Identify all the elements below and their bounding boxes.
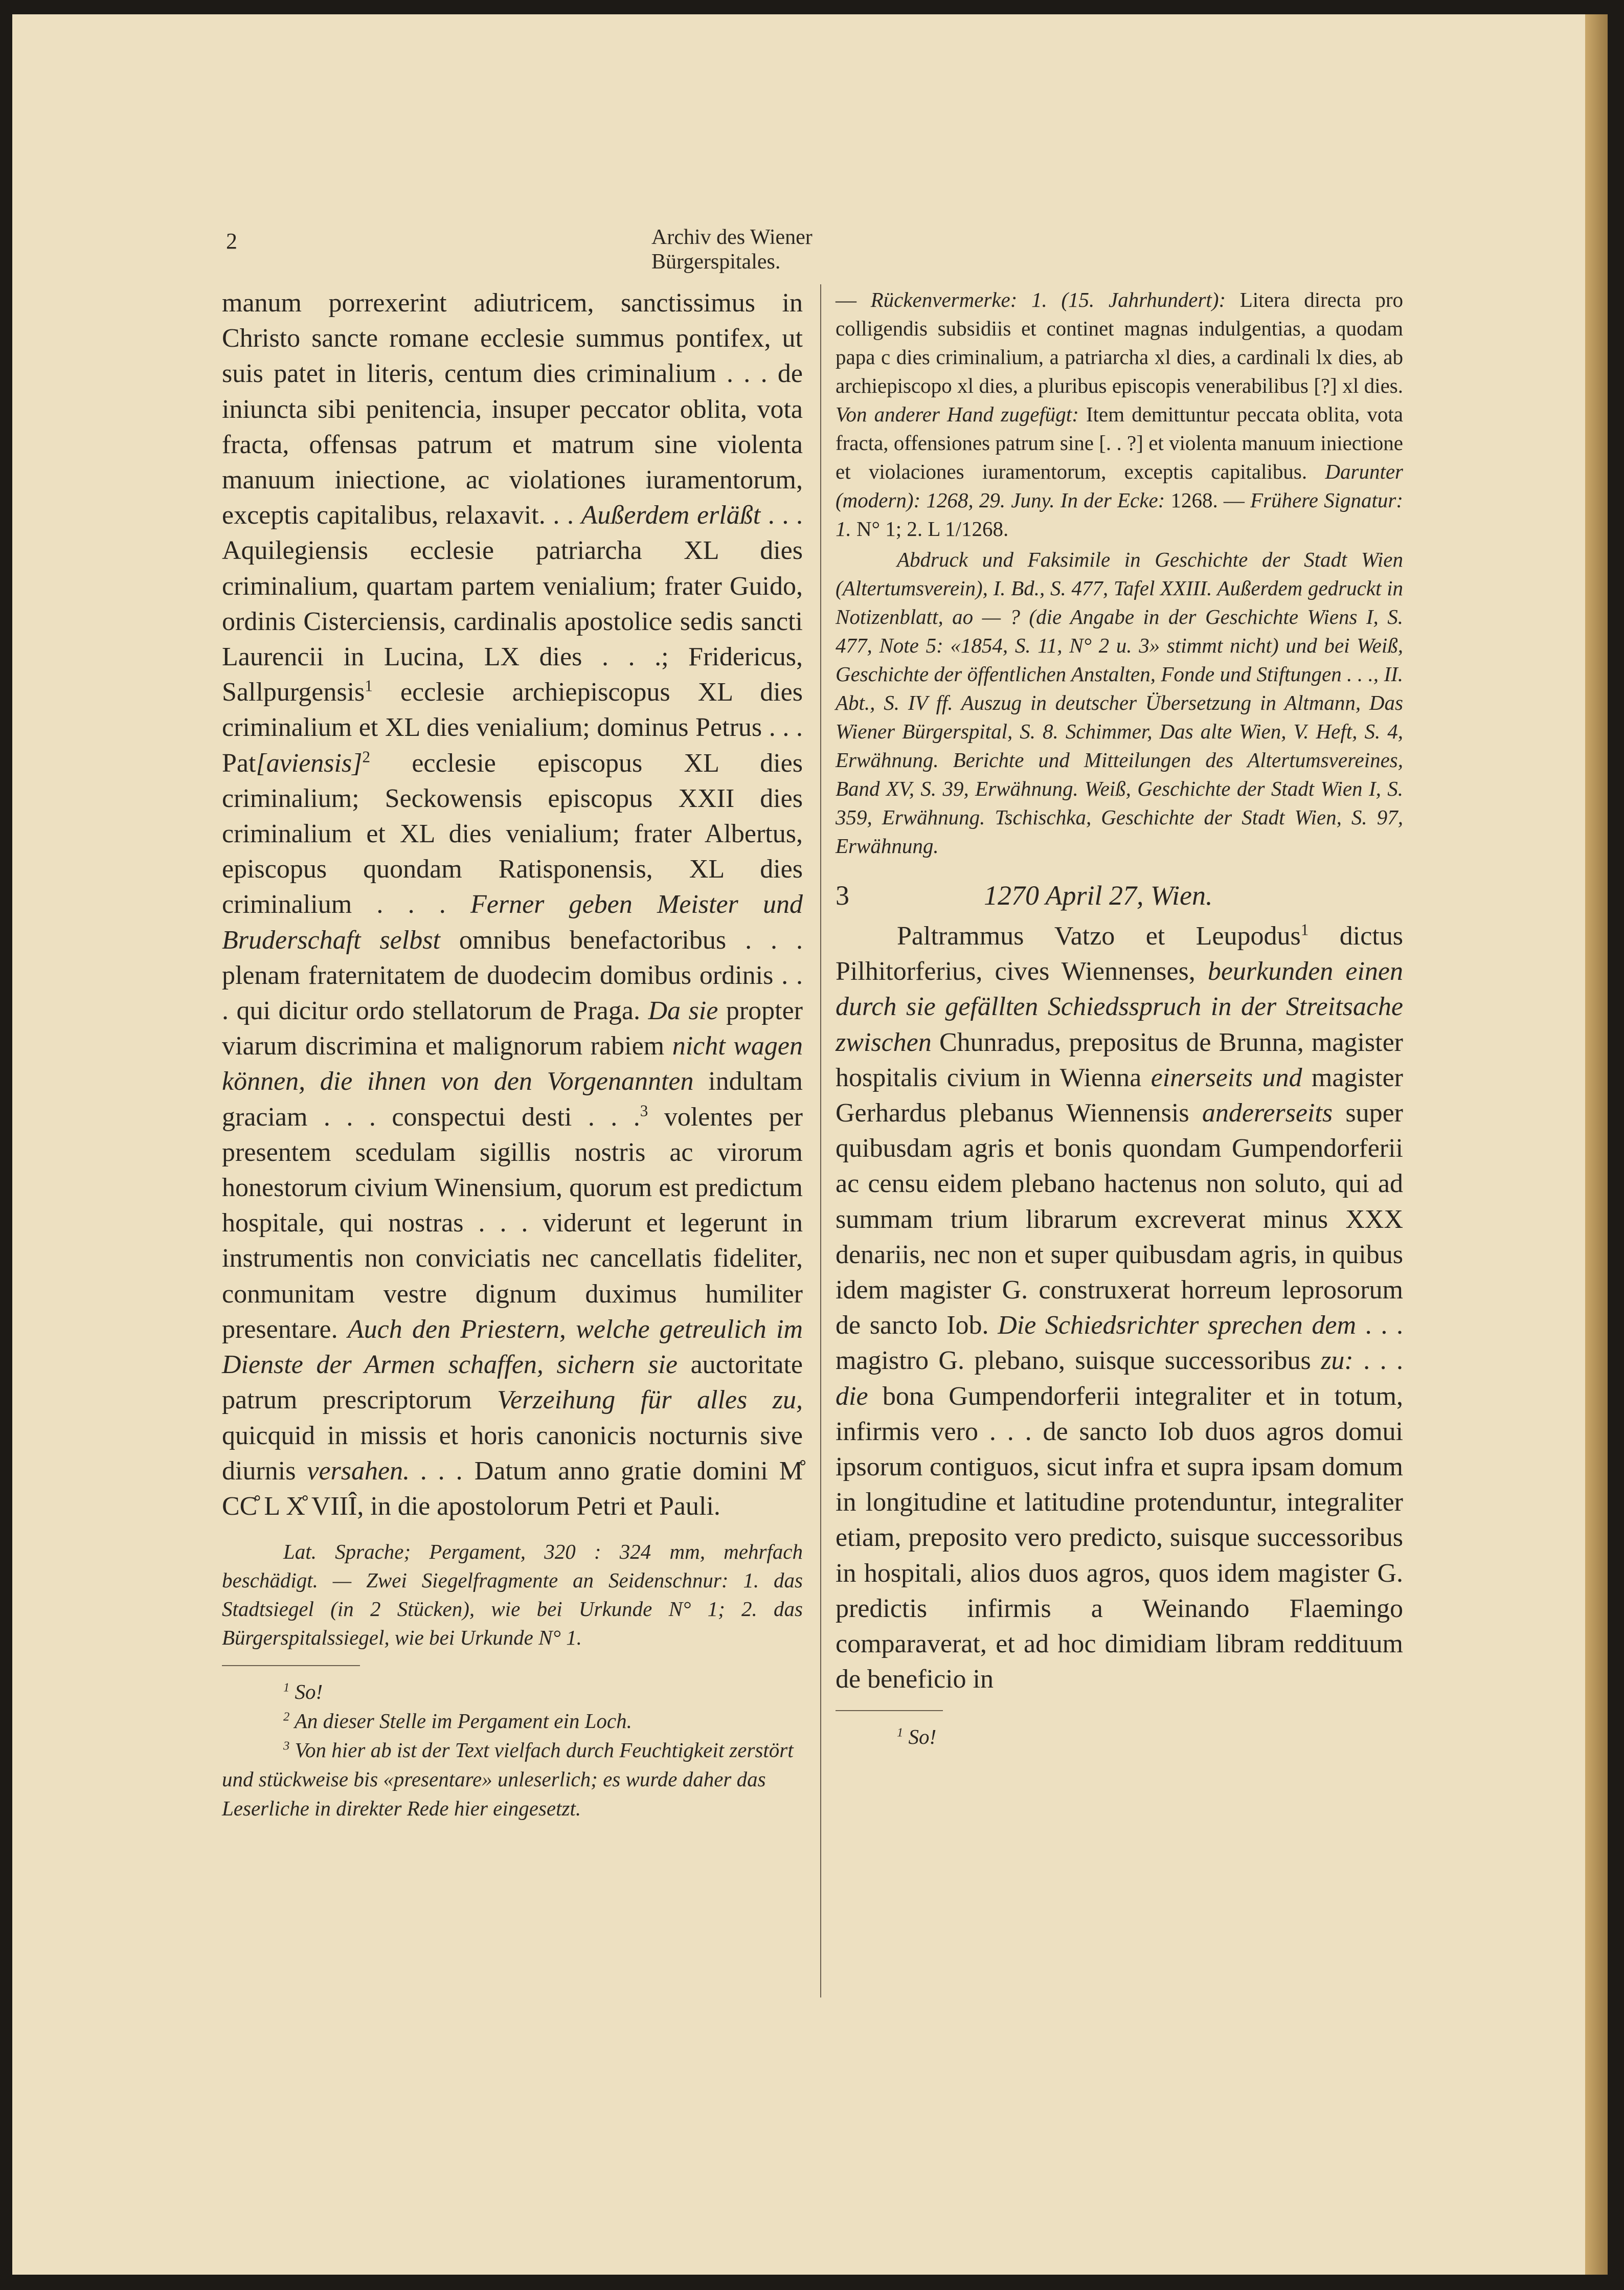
document-heading bbox=[836, 878, 1403, 913]
book-page bbox=[12, 14, 1608, 2275]
text-run: omnibus benefactoribus . . . plenam fraternitatem de duodecim domibus ordinis . . . qui dicitur ordo stellatorum de Praga. bbox=[222, 925, 803, 1026]
right-column bbox=[836, 285, 1403, 1752]
text-run: bona Gumpendorferii integraliter et in totum, infirmis vero . . . de sancto Iob duos agros domui ipsorum contiguos, sicut infra et supra ipsam domum in longitudine et latitudine protenduntur, integraliter etiam, preposito vero predicto, suisque successoribus in hospitali, alios duos agros, quos idem magister G. predictis infirmis a Weinando Flaemingo comparaverat, et ad hoc dimidiam libram reddituum de beneficio in bbox=[836, 1381, 1403, 1694]
footnote-3: $^3$ Von hier ab ist der Text vielfach durch Feuchtigkeit zerstört und stückweise bis «presentare» unleserlich; es wurde daher das Leserliche in direkter Rede hier eingesetzt. bbox=[222, 1738, 794, 1821]
text-run: — bbox=[836, 288, 871, 311]
left-main-text bbox=[222, 285, 803, 1524]
page-edge bbox=[1585, 14, 1608, 2275]
text-run: . . . bbox=[1353, 1346, 1404, 1376]
italic-text-run: Rückenvermerke: 1. (15. Jahrhundert): bbox=[870, 288, 1226, 311]
text-run: dictus Pilhitorferius, cives Wiennenses, bbox=[836, 922, 1403, 986]
italic-text-run: Darunter (modern): 1268, 29. Juny. In der Ecke: bbox=[836, 460, 1403, 512]
footnote-2: $^2$ An dieser Stelle im Pergament ein Loch. bbox=[283, 1709, 632, 1733]
italic-text-run: Die Schiedsrichter sprechen dem bbox=[998, 1311, 1357, 1340]
text-run: Litera directa pro colligendis subsidiis et continet magnas indulgentias, a quodam papa c dies criminalium, a patriarcha xl dies, a cardinali lx dies, ab archiepiscopo xl dies, a pluribus episcopis venerabilibus [?] xl dies. bbox=[836, 288, 1404, 397]
text-run: manum porrexerint adiutricem, sanctissimus in Christo sancte romane ecclesie summus pontifex, ut suis patet in literis, centum dies criminalium . . . de iniuncta sibi penitencia, insuper peccator oblita, vota fracta, offensas patrum et matrum sine violenta manuum iniectione, ac violationes iuramentorum, exceptis capitalibus, relaxavit. . . bbox=[222, 288, 803, 530]
italic-text-run: die bbox=[836, 1381, 868, 1411]
document-date: 1270 April 27, Wien. bbox=[984, 880, 1213, 911]
document-text bbox=[836, 918, 1403, 1697]
italic-text-run: Da sie bbox=[648, 996, 718, 1026]
text-run: Datum anno gratie domini M̊ CC̊ L X̊ VIIÎ, in die apostolorum Petri et Pauli. bbox=[222, 1456, 803, 1521]
italic-text-run: Verzeihung für alles zu, bbox=[497, 1385, 803, 1415]
column-divider bbox=[820, 284, 821, 1997]
document-number: 3 bbox=[836, 880, 849, 911]
italic-text-run: Auch den Priestern, welche getreulich im Dienste der Armen schaffen, sichern sie bbox=[222, 1314, 803, 1380]
page-number: 2 bbox=[226, 229, 237, 254]
text-run: Item demittuntur peccata oblita, vota fracta, offensiones patrum sine [. . ?] et violenta manuum iniectione et violaciones iuramentorum, exceptis capitalibus. bbox=[836, 402, 1404, 483]
text-run: Chunradus, prepositus de Brunna, magister hospitalis civium in Wienna bbox=[836, 1027, 1403, 1092]
dorsal-notes bbox=[836, 285, 1403, 543]
text-run: auctoritate patrum prescriptorum bbox=[222, 1350, 803, 1415]
literature-references: Abdruck und Faksimile in Geschichte der Stadt Wien (Altertumsverein), I. Bd., S. 477, Tafel XXIII. Außerdem gedruckt in Notizenblatt, ao — ? (die Angabe in der Geschichte Wiens I, S. 477, Note 5: «1854, S. 11, N° 2 u. 3» stimmt nicht) und bei Weiß, Geschichte der öffentlichen Anstalten, Fonde und Stiftungen . . ., II. Abt., S. IV ff. Auszug in deutscher Übersetzung in Altmann, Das Wiener Bürgerspital, S. 8. Schimmer, Das alte Wien, V. Heft, S. 4, Erwähnung. Berichte und Mitteilungen des Altertumsvereines, Band XV, S. 39, Erwähnung. Weiß, Geschichte der Stadt Wien I, S. 359, Erwähnung. Tschischka, Geschichte der Stadt Wien, S. 97, Erwähnung. bbox=[836, 548, 1403, 858]
left-column bbox=[222, 285, 803, 1823]
italic-text-run: beurkunden einen durch sie gefällten Schiedsspruch in der Streitsache zwischen bbox=[836, 957, 1404, 1057]
footnote-1: $^1$ So! bbox=[283, 1680, 323, 1704]
italic-text-run: [aviensis] bbox=[256, 748, 363, 778]
text-run: ecclesie archiepiscopus XL dies criminalium et XL dies venialium; dominus Petrus . . . Pat bbox=[222, 678, 803, 778]
italic-text-run: einerseits und bbox=[1151, 1063, 1302, 1092]
footnote-marker: 1 bbox=[1300, 921, 1309, 939]
footnote-marker: 3 bbox=[640, 1102, 648, 1120]
text-run: super quibusdam agris et bonis quondam Gumpendorferii ac censu eidem plebano hactenus non soluto, qui ad summam trium librarum excreverat minus XXX denariis, nec non et super quibusdam agris, in quibus idem magister G. construxerat horreum leprosorum de sancto Iob. bbox=[836, 1098, 1403, 1340]
italic-text-run: nicht wagen können, die ihnen von den Vorgenannten bbox=[222, 1031, 803, 1096]
italic-text-run: andererseits bbox=[1202, 1098, 1333, 1128]
text-run: propter viarum discrimina et malignorum rabiem bbox=[222, 996, 803, 1061]
footnote-divider-right bbox=[836, 1710, 943, 1711]
italic-text-run: Frühere Signatur: 1. bbox=[836, 488, 1403, 541]
text-run: . . . Aquilegiensis ecclesie patriarcha XL dies criminalium, quartam partem venialium; frater Guido, ordinis Cisterciensis, cardinalis apostolice sedis sancti Laurencii in Lucina, LX dies . . .; Fridericus, Sallpurgensis bbox=[222, 501, 803, 707]
italic-text-run: Außerdem erläßt bbox=[581, 501, 761, 530]
text-run: Paltrammus Vatzo et Leupodus bbox=[897, 922, 1301, 951]
footnote-divider bbox=[222, 1665, 360, 1666]
text-run: volentes per presentem scedulam sigillis nostris ac virorum honestorum civium Winensium, quorum est predictum hospitale, qui nostras . . . viderunt et legerunt in instrumentis non conviciatis nec cancellatis fideliter, conmunitam vestre dignum duximus humiliter presentare. bbox=[222, 1102, 803, 1344]
footnote-marker: 2 bbox=[362, 748, 371, 766]
italic-text-run: zu: bbox=[1321, 1346, 1354, 1376]
text-run: magister Gerhardus plebanus Wiennensis bbox=[836, 1063, 1403, 1128]
italic-text-run: versahen. . . . bbox=[307, 1456, 463, 1486]
running-title: Archiv des Wiener Bürgerspitales. bbox=[651, 226, 813, 274]
footnote-marker: 1 bbox=[365, 677, 373, 695]
italic-text-run: Ferner geben Meister und Bruderschaft selbst bbox=[222, 890, 803, 955]
footnote-right-1: $^1$ So! bbox=[897, 1725, 937, 1749]
text-run: quicquid in missis et horis canonicis nocturnis sive diurnis bbox=[222, 1421, 803, 1486]
text-run: N° 1; 2. L 1/1268. bbox=[851, 517, 1009, 541]
text-run: . . . magistro G. plebano, suisque successoribus bbox=[836, 1311, 1403, 1376]
text-run: 1268. — bbox=[1165, 488, 1251, 512]
italic-text-run: Von anderer Hand zugefügt: bbox=[836, 402, 1079, 426]
document-description: Lat. Sprache; Pergament, 320 : 324 mm, mehrfach beschädigt. — Zwei Siegelfragmente an Seidenschnur: 1. das Stadtsiegel (in 2 Stücken), wie bei Urkunde N° 1; 2. das Bürgerspitalssiegel, wie bei Urkunde N° 1. bbox=[222, 1540, 803, 1650]
text-run: indultam graciam . . . conspectui desti . . . bbox=[222, 1067, 803, 1132]
text-run: ecclesie episcopus XL dies criminalium; Seckowensis episcopus XXII dies criminalium et XL dies venialium; frater Albertus, episcopus quondam Ratisponensis, XL dies criminalium . . . bbox=[222, 748, 803, 919]
